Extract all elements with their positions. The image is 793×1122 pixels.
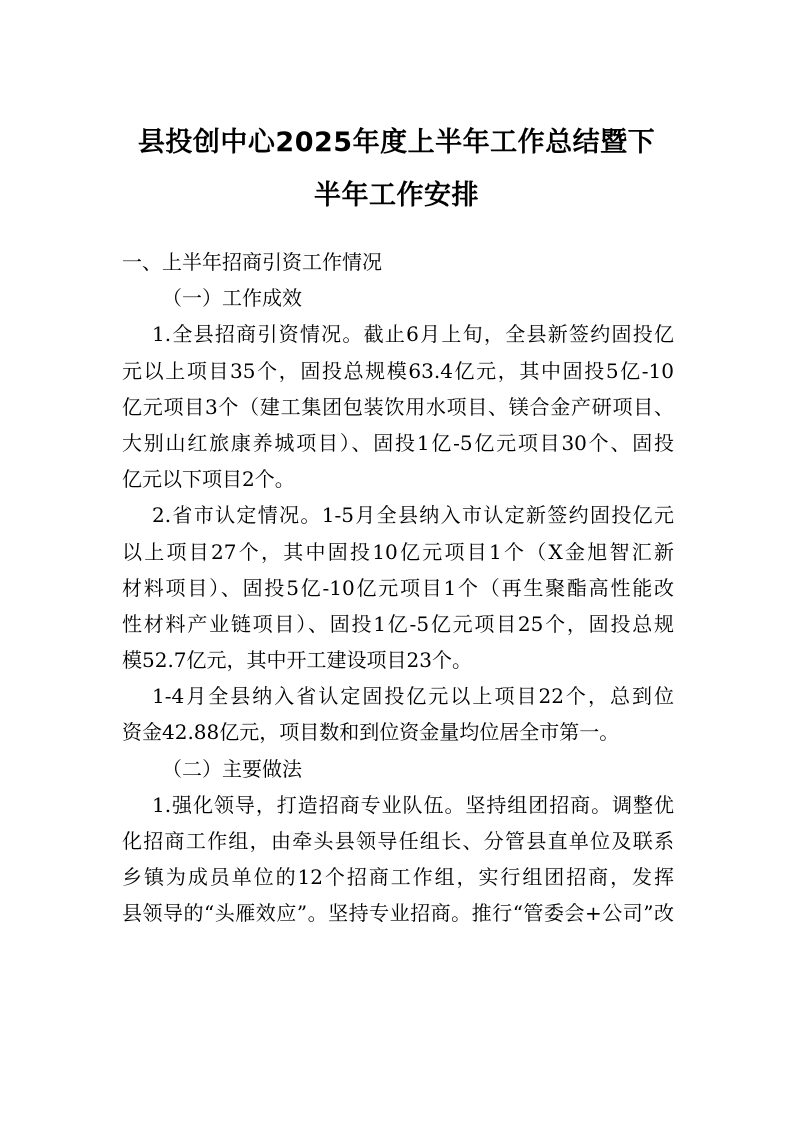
paragraph-line: 化招商工作组，由牵头县领导任组长、分管县直单位及联系 [122,829,674,853]
paragraph-line: 1-4月全县纳入省认定固投亿元以上项目22个，总到位 [152,684,674,709]
document-body [122,244,674,932]
paragraph-line: 1.全县招商引资情况。截止6月上旬，全县新签约固投亿 [152,322,674,347]
document-title-line-1: 县投创中心2025年度上半年工作总结暨下 [137,127,656,158]
paragraph-line: 大别山红旅康养城项目）、固投1亿-5亿元项目30个、固投 [122,430,674,455]
paragraph-line: 乡镇为成员单位的12个招商工作组，实行组团招商，发挥 [122,865,674,890]
paragraph-line: 2.省市认定情况。1-5月全县纳入市认定新签约固投亿元 [152,503,674,528]
paragraph-line: 以上项目27个，其中固投10亿元项目1个（X金旭智汇新 [122,539,674,564]
paragraph-line: 县领导的“头雁效应”。坚持专业招商。推行“管委会+公司”改 [122,901,674,926]
paragraph-line: 元以上项目35个，固投总规模63.4亿元，其中固投5亿-10 [122,358,674,383]
document-title-line-2: 半年工作安排 [314,180,479,211]
subsection-heading: （二）主要做法 [162,756,302,781]
paragraph-line: 1.强化领导，打造招商专业队伍。坚持组团招商。调整优 [152,792,674,817]
paragraph-line: 亿元项目3个（建工集团包装饮用水项目、镁合金产研项目、 [122,394,674,419]
paragraph-line: 模52.7亿元，其中开工建设项目23个。 [122,648,472,673]
paragraph-line: 性材料产业链项目）、固投1亿-5亿元项目25个，固投总规 [122,611,674,636]
section-heading: 一、上半年招商引资工作情况 [122,250,382,274]
paragraph-line: 亿元以下项目2个。 [122,467,295,492]
paragraph-line: 材料项目）、固投5亿-10亿元项目1个（再生聚酯高性能改 [122,575,674,600]
paragraph-line: 资金42.88亿元，项目数和到位资金量均位居全市第一。 [122,720,620,745]
subsection-heading: （一）工作成效 [162,286,302,311]
